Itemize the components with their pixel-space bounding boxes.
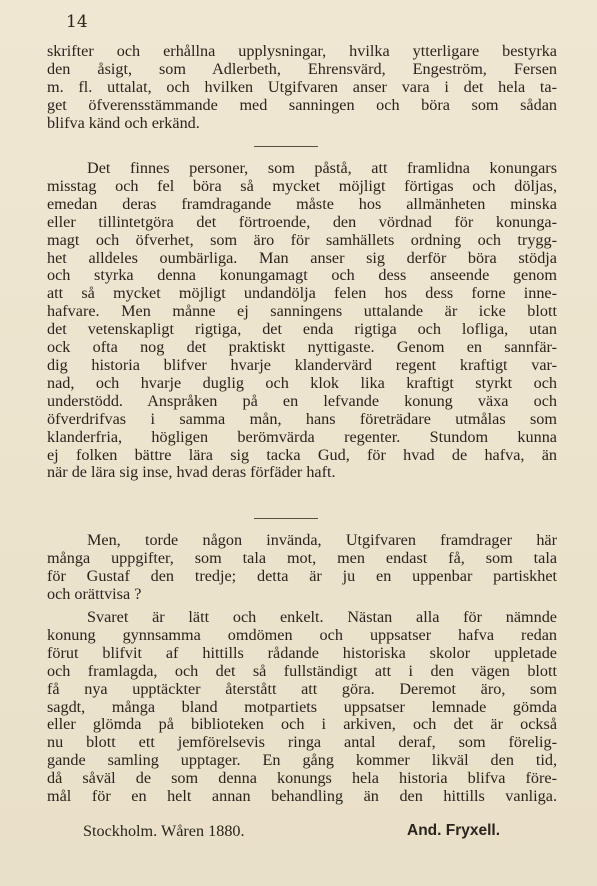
paragraph-4: [47, 609, 557, 806]
text-line: het alldeles oumbärliga. Man anser sig derför böra stödja: [47, 248, 557, 267]
text-line: sagdt, många bland motpartiets uppsatser lemnade gömda: [47, 697, 557, 716]
text-line: Men, torde någon invända, Utgifvaren framdrager här: [87, 531, 557, 549]
text-line: öfverdrifvas i samma mån, hans företrädare utmålas som: [47, 409, 557, 428]
text-line: dig historia blifver hvarje klandervärd regent kraftigt var-: [47, 355, 557, 374]
text-line: eller tillintetgöra det förtroende, den vördnad för konunga-: [47, 212, 557, 231]
place-date: Stockholm. Wåren 1880.: [83, 822, 245, 840]
text-line: eller glömda på biblioteken och i arkiven, och det är också: [47, 715, 557, 734]
text-line: skrifter och erhållna upplysningar, hvilka ytterligare bestyrka: [47, 42, 557, 60]
text-line: många uppgifter, som tala mot, men endast få, som tala: [47, 548, 557, 567]
text-line: det vetenskapligt rigtiga, det enda rigtiga och lofliga, utan: [47, 320, 557, 339]
author-name: And. Fryxell.: [407, 822, 501, 839]
text-line: ej folken bättre lära sig tacka Gud, för hvad de hafva, än: [47, 445, 557, 464]
text-line: att så mycket möjligt undandölja felen hos dess forne inne-: [47, 284, 557, 303]
text-line: Det finnes personer, som påstå, att framlidna konungars: [87, 159, 557, 177]
paragraph-2: [47, 160, 557, 482]
text-line: den åsigt, som Adlerbeth, Ehrensvärd, Engeström, Fersen: [47, 59, 557, 78]
text-line: nad, och hvarje duglig och klok lika kraftigt styrkt och: [47, 373, 557, 392]
text-line: ock ofta nog det praktiskt nyttigaste. Genom en sannfär-: [47, 338, 557, 357]
text-line: misstag och fel böra så mycket möjligt förtigas och döljas,: [47, 176, 557, 195]
section-separator: [254, 518, 318, 519]
page-number: 14: [66, 12, 88, 32]
text-line: få nya upptäckter återstått att göra. Deremot äro, som: [47, 679, 557, 698]
text-line: förut blifvit af hittills rådande historiska skolor uppletade: [47, 643, 557, 662]
signature-line: [47, 822, 557, 842]
text-line: när de lära sig inse, hvad deras förfäder haft.: [47, 463, 336, 482]
text-line: blifva känd och erkänd.: [47, 113, 200, 132]
text-line: nu blott ett jemförelsevis ringa antal deraf, som förelig-: [47, 733, 557, 752]
text-line: då såväl de som denna konungs hela historia blifva före-: [47, 769, 557, 788]
text-line: klanderfria, högligen berömvärda regenter. Stundom kunna: [47, 427, 557, 446]
text-line: och framlagda, och det så fullständigt att i den vägen blott: [47, 661, 557, 680]
text-line: hafvare. Men månne ej sanningens uttalande är icke blott: [47, 302, 557, 321]
text-line: för Gustaf den tredje; detta är ju en uppenbar partiskhet: [47, 566, 557, 585]
paragraph-1: [47, 43, 557, 133]
section-separator: [254, 146, 318, 147]
paragraph-3: [47, 532, 557, 604]
text-line: get öfverensstämmande med sanningen och böra som sådan: [47, 95, 557, 114]
text-line: magt och öfverhet, som äro för samhällets ordning och trygg-: [47, 230, 557, 249]
text-line: understödd. Anspråken på en lefvande konung växa och: [47, 391, 557, 410]
text-line: Svaret är lätt och enkelt. Nästan alla för nämnde: [87, 608, 557, 626]
text-line: gande samling upptager. En gång kommer likväl den tid,: [47, 751, 557, 770]
text-line: och styrka denna konungamagt och dess anseende genom: [47, 266, 557, 285]
text-line: och orättvisa ?: [47, 584, 142, 603]
text-line: konung gynnsamma omdömen och uppsatser hafva redan: [47, 625, 557, 644]
text-line: mål för en helt annan behandling än den hittills vanliga.: [47, 787, 557, 806]
text-line: emedan deras framdragande måste hos allmänheten minska: [47, 194, 557, 213]
text-line: m. fl. uttalat, och hvilken Utgifvaren anser vara i det hela ta-: [47, 77, 557, 96]
